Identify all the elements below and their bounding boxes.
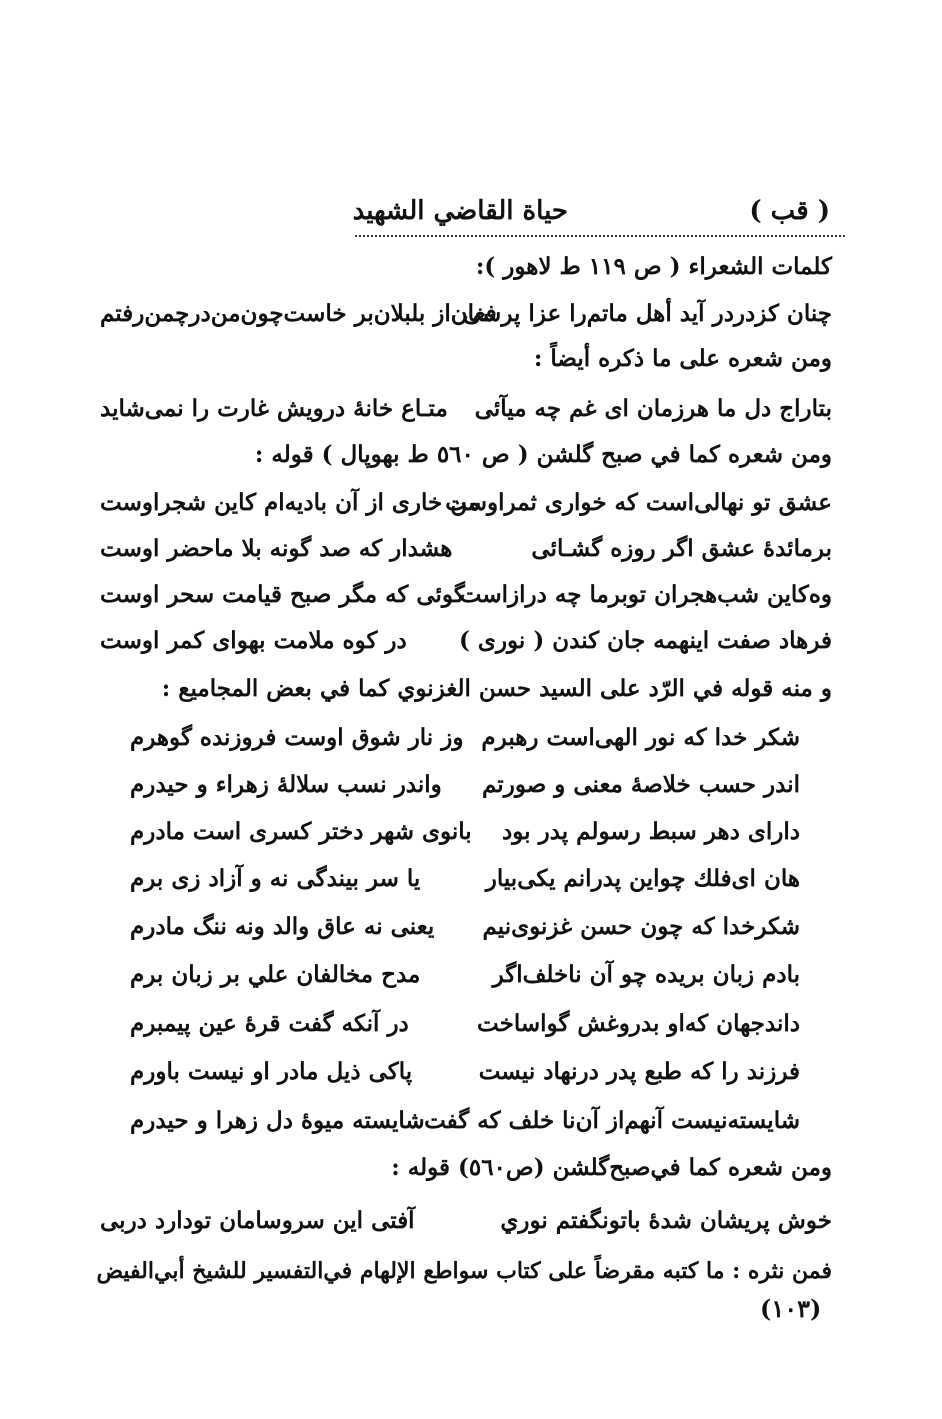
hemistich-second: گوئى كه مگر صبح قيامت سحر اوست xyxy=(100,581,465,608)
hemistich-first: شكر خدا كه نور الهى‌است رهبرم xyxy=(481,724,800,751)
hemistich-first: خوش پريشان شدهٔ باتونگفتم نوري xyxy=(500,1207,832,1234)
hemistich-first: فرزند را كه طبع پدر درنهاد نيست xyxy=(478,1058,800,1085)
hemistich-second: بانوى شهر دختر كسرى است مادرم xyxy=(130,818,472,845)
hemistich-second: هشدار كه صد گونه بلا ماحضر اوست xyxy=(100,535,453,562)
hemistich-second: فغان‌از بلبلان‌بر خاست‌چون‌من‌درچمن‌رفتم xyxy=(100,300,497,327)
hemistich-first: داندجهان كه‌او بدروغش گواساخت xyxy=(477,1010,800,1037)
hemistich-second: يعنى نه عاق والد ونه ننگ مادرم xyxy=(130,913,435,940)
hemistich-second: يا سر بيندگى نه و آزاد زى برم xyxy=(130,865,421,892)
hemistich-second: آفتى اين سروسامان تودارد دربى xyxy=(100,1207,415,1234)
hemistich-second: متـاع خانهٔ درويش غارت را نمى‌شايد xyxy=(100,395,448,422)
hemistich-first: داراى دهر سبط رسولم پدر بود xyxy=(502,818,800,845)
text-line: و منه قوله في الرّد على السيد حسن الغزنوي كما في بعض المجاميع : xyxy=(161,675,832,702)
hemistich-second: من خارى از آن باديه‌ام كاين شجراوست xyxy=(100,489,481,516)
running-title: حياة القاضي الشهيد xyxy=(352,196,568,226)
hemistich-second: وز نار شوق اوست فروزنده گوهرم xyxy=(130,724,464,751)
hemistich-first: برمائدهٔ عشق اگر روزه گشـائى xyxy=(531,535,832,562)
page-header xyxy=(100,196,840,232)
hemistich-first: چنان كزدردر آيد أهل ماتم‌را عزا پرسى xyxy=(462,300,832,327)
hemistich-first: عشق تو نهالى‌است كه خوارى ثمراوست xyxy=(445,489,832,516)
text-line: فمن نثره : ما كتبه مقرضاً على كتاب سواطع الإلهام في‌التفسير للشيخ أبي‌الفيض xyxy=(96,1258,832,1284)
hemistich-first: بادم زبان بريده چو آن ناخلف‌اگر xyxy=(492,961,800,988)
hemistich-first: اندر حسب خلاصهٔ معنى و صورتم xyxy=(482,771,800,798)
hemistich-second: در آنكه گفت قرهٔ عين پيمبرم xyxy=(130,1010,409,1037)
header-rule xyxy=(355,235,845,237)
hemistich-second: شايسته ميوهٔ دل زهرا و حيدرم xyxy=(130,1107,425,1134)
hemistich-second: واندر نسب سلالهٔ زهراء و حيدرم xyxy=(130,771,442,798)
hemistich-second: در كوه ملامت بهواى كمر اوست xyxy=(100,627,407,654)
text-line: كلمات الشعراء ( ص ١١٩ ط لاهور ): xyxy=(475,253,832,280)
hemistich-first: فرهاد صفت اينهمه جان كندن ( نورى ) xyxy=(459,627,832,654)
page-number: (١٠٣) xyxy=(760,1294,822,1323)
hemistich-second: پاكى ذيل مادر او نيست باورم xyxy=(130,1058,413,1085)
hemistich-first: شكرخدا كه چون حسن غزنوى‌نيم xyxy=(482,913,800,940)
hemistich-first: بتاراج دل ما هرزمان اى غم چه ميآئى xyxy=(474,395,832,422)
hemistich-first: وه‌كاين شب‌هجران توبرما چه درازاست xyxy=(459,581,832,608)
text-line: ومن شعره على ما ذكره أيضاً : xyxy=(533,345,832,372)
hemistich-first: شايسته‌نيست آنهم‌از آن‌نا خلف كه گفت xyxy=(424,1107,800,1134)
page-label: ( قب ) xyxy=(749,196,830,226)
hemistich-first: هان اى‌فلك چواين پدرانم يكى‌بيار xyxy=(485,865,800,892)
hemistich-second: مدح مخالفان علي بر زبان برم xyxy=(130,961,421,988)
text-line: ومن شعره كما في‌صبح‌گلشن (ص‌٥٦٠) قوله : xyxy=(391,1154,832,1181)
text-line: ومن شعره كما في صبح گلشن ( ص ٥٦٠ ط بهوپال ) قوله : xyxy=(254,441,832,468)
